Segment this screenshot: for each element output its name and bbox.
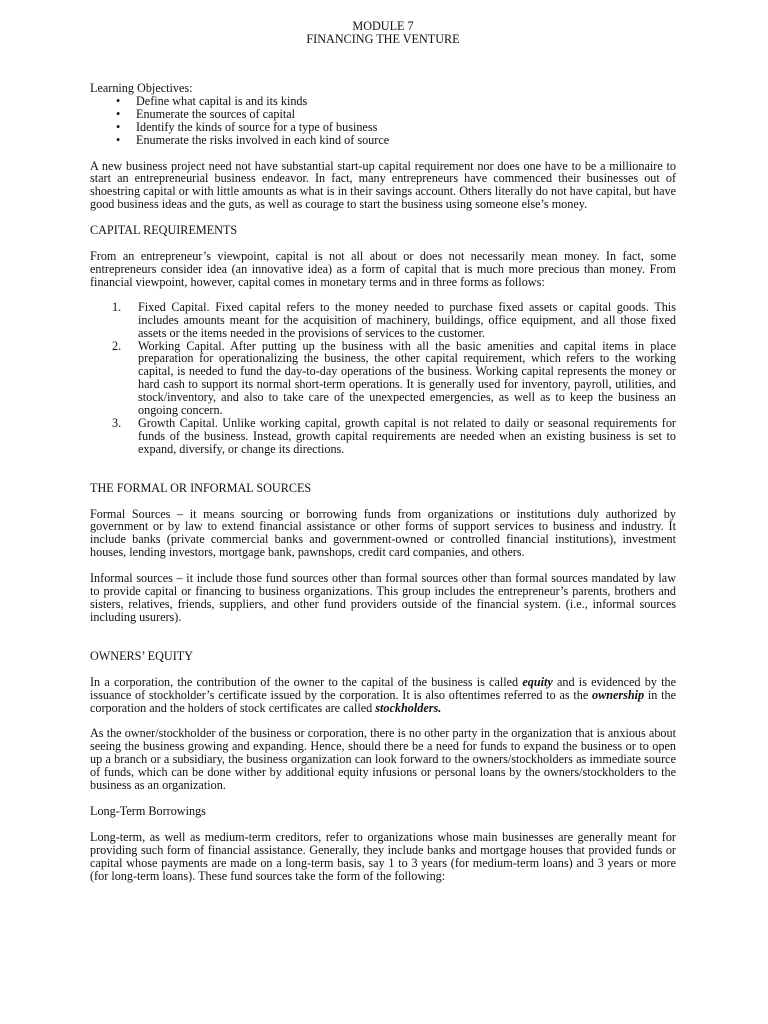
item-number: 3. <box>112 415 122 430</box>
capital-form-item <box>112 340 676 417</box>
capital-form-item <box>112 417 676 456</box>
item-text: Growth Capital. Unlike working capital, growth capital is not related to daily or seasonal requirements for funds of the business. Instead, growth capital requirements are needed when an existing business is set to expand, diversify, or change its directions. <box>138 415 676 456</box>
ownership-term: ownership <box>591 687 645 702</box>
objective-item: • Enumerate the sources of capital <box>116 108 676 121</box>
capital-requirements-paragraph: From an entrepreneur’s viewpoint, capital is not all about or does not necessarily mean money. In fact, some entrepreneurs consider idea (an innovative idea) as a form of capital that is much more precious than money. From financial viewpoint, however, capital comes in monetary terms and in three forms as follows: <box>90 249 676 289</box>
owners-equity-paragraph-2: As the owner/stockholder of the business or corporation, there is no other party in the organization that is anxious about seeing the business growing and expanding. Hence, should there be a need for funds to expand the business or to open up a branch or a subsidiary, the business organization can look forward to the owners/stockholders as immediate source of funds, which can be done wither by additional equity infusions or personal loans by the owners/stockholders to the business as an organization. <box>90 726 676 793</box>
objectives-list <box>90 95 676 147</box>
equity-text-part: In a corporation, the contribution of the owner to the capital of the business is called <box>90 674 523 689</box>
learning-objectives-heading: Learning Objectives: <box>90 81 193 95</box>
sources-heading: THE FORMAL OR INFORMAL SOURCES <box>90 480 312 495</box>
objective-item: • Enumerate the risks involved in each kind of source <box>116 134 676 147</box>
capital-form-item <box>112 301 676 340</box>
equity-term: equity <box>522 674 553 689</box>
item-number: 1. <box>112 299 122 314</box>
owners-equity-heading: OWNERS’ EQUITY <box>90 648 194 663</box>
equity-text-part: and is evidenced by the issuance of stockholder’s certificate issued by the corporation. It is also oftentimes referred to as the <box>90 674 677 702</box>
item-text: Working Capital. After putting up the business with all the basic amenities and capital items in place preparation for operationalizing the business, the other capital requirement, which refers to the working capital, is needed to fund the day-to-day operations of the business. Working capital represents the money or hard cash to support its normal short-term operations. It is generally used for inventory, payroll, utilities, and stock/inventory, and also to take care of the unexpected emergencies, as well as to keep the business an ongoing concern. <box>138 338 676 418</box>
informal-sources-paragraph: Informal sources – it include those fund sources other than formal sources other than formal sources mandated by law to provide capital or financing to business organizations. This group includes the entrepreneur’s parents, brothers and sisters, relatives, friends, suppliers, and other fund providers outside of the financial system. (i.e., informal sources including usurers). <box>90 571 676 624</box>
learning-objectives <box>90 82 676 147</box>
long-term-heading: Long-Term Borrowings <box>90 803 206 818</box>
capital-requirements-heading: CAPITAL REQUIREMENTS <box>90 223 238 238</box>
objective-item: • Define what capital is and its kinds <box>116 95 676 108</box>
capital-forms-list <box>90 301 676 456</box>
item-number: 2. <box>112 338 122 353</box>
intro-paragraph: A new business project need not have substantial start-up capital requirement nor does one have to be a millionaire to start an entrepreneurial business endeavor. In fact, many entrepreneurs have commenced their businesses out of shoestring capital or with little amounts as what is in their savings account. Others literally do not have capital, but have good business ideas and the guts, as well as courage to start the business using someone else’s money. <box>90 158 676 212</box>
item-text: Fixed Capital. Fixed capital refers to the money needed to purchase fixed assets or capital goods. This includes amounts meant for the acquisition of machinery, buildings, office equipment, and all those fixed assets or the items needed in the provisions of services to the customer. <box>138 299 676 340</box>
stockholders-term: stockholders. <box>375 700 442 715</box>
owners-equity-paragraph-1 <box>90 676 676 715</box>
formal-sources-paragraph: Formal Sources – it means sourcing or borrowing funds from organizations or institutions duly authorized by government or by law to extend financial assistance or other forms of support services to business and industry. It include banks (private commercial banks and government-owned or controlled financial institutions), investment houses, lending investors, mortgage bank, pawnshops, credit card companies, and others. <box>90 506 676 560</box>
equity-text-part: in the corporation and the holders of stock certificates are called <box>90 687 676 715</box>
long-term-paragraph: Long-term, as well as medium-term creditors, refer to organizations whose main businesses are generally meant for providing such form of financial assistance. Generally, they include banks and mortgage houses that provided funds or capital whose payments are made on a long-term basis, say 1 to 3 years (for medium-term loans) and 3 years or more (for long-term loans). These fund sources take the form of the following: <box>90 829 676 883</box>
module-title: MODULE 7 <box>352 19 414 33</box>
objective-item: • Identify the kinds of source for a type of business <box>116 121 676 134</box>
module-subtitle: FINANCING THE VENTURE <box>306 32 460 46</box>
